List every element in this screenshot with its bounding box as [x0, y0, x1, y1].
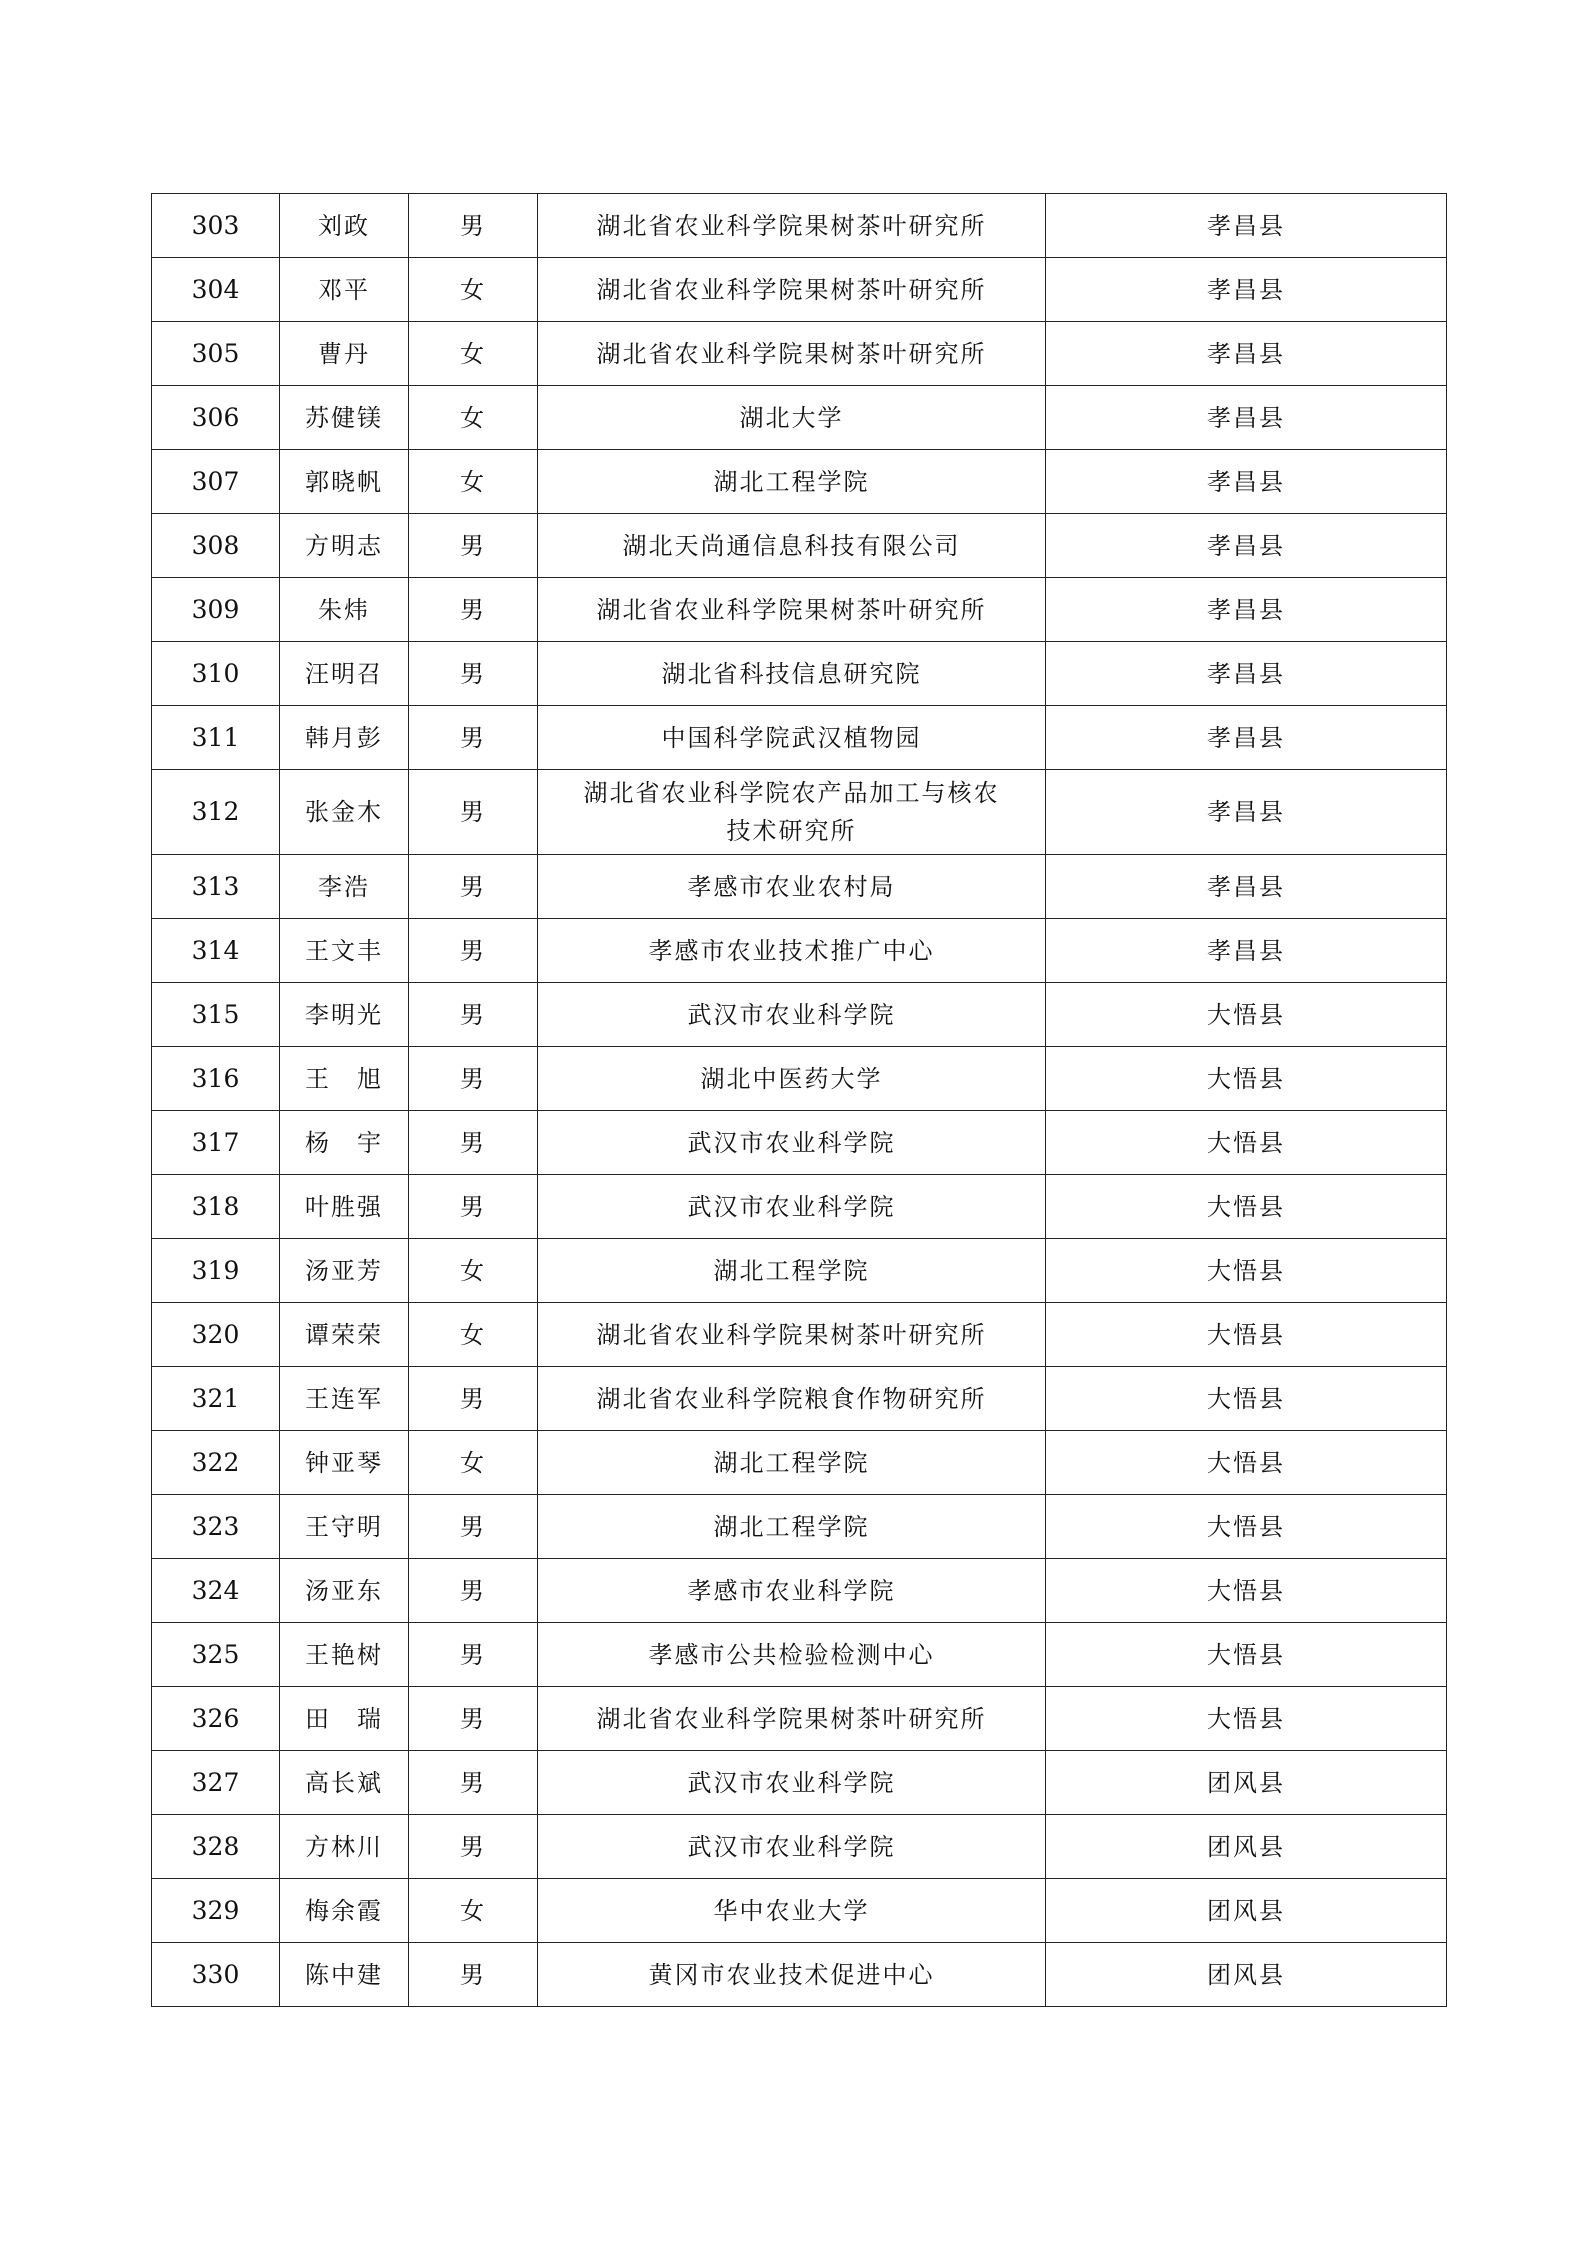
cell-number: 308 — [152, 514, 280, 578]
cell-name: 李浩 — [280, 855, 409, 919]
cell-number: 313 — [152, 855, 280, 919]
table-row — [152, 1495, 1447, 1559]
table-row — [152, 1751, 1447, 1815]
table-row — [152, 1175, 1447, 1239]
organization-text: 湖北省农业科学院果树茶叶研究所 — [596, 1704, 987, 1733]
cell-number: 314 — [152, 919, 280, 983]
cell-name: 韩月彭 — [280, 706, 409, 770]
cell-number: 326 — [152, 1687, 280, 1751]
cell-county: 大悟县 — [1046, 1111, 1447, 1175]
table-row — [152, 983, 1447, 1047]
cell-organization — [538, 1943, 1046, 2007]
cell-number: 321 — [152, 1367, 280, 1431]
organization-text: 湖北省农业科学院果树茶叶研究所 — [596, 275, 987, 304]
cell-number: 329 — [152, 1879, 280, 1943]
cell-organization — [538, 1815, 1046, 1879]
cell-organization — [538, 1623, 1046, 1687]
cell-gender: 男 — [409, 1815, 538, 1879]
cell-county: 孝昌县 — [1046, 258, 1447, 322]
cell-organization — [538, 1559, 1046, 1623]
cell-number: 316 — [152, 1047, 280, 1111]
organization-text: 湖北工程学院 — [713, 1256, 870, 1285]
cell-organization — [538, 1495, 1046, 1559]
cell-county: 大悟县 — [1046, 983, 1447, 1047]
table-row — [152, 1623, 1447, 1687]
cell-organization — [538, 578, 1046, 642]
organization-text: 湖北大学 — [739, 403, 844, 432]
table-row — [152, 919, 1447, 983]
cell-number: 311 — [152, 706, 280, 770]
cell-name: 方明志 — [280, 514, 409, 578]
organization-text: 湖北省农业科学院果树茶叶研究所 — [596, 595, 987, 624]
organization-text: 武汉市农业科学院 — [687, 1000, 896, 1029]
cell-organization — [538, 1239, 1046, 1303]
cell-gender: 男 — [409, 1559, 538, 1623]
cell-county: 孝昌县 — [1046, 386, 1447, 450]
cell-gender: 女 — [409, 322, 538, 386]
cell-organization — [538, 1431, 1046, 1495]
cell-name: 王艳树 — [280, 1623, 409, 1687]
cell-number: 317 — [152, 1111, 280, 1175]
cell-gender: 男 — [409, 855, 538, 919]
cell-gender: 女 — [409, 258, 538, 322]
organization-text: 湖北省农业科学院粮食作物研究所 — [596, 1384, 987, 1413]
cell-number: 307 — [152, 450, 280, 514]
table-row — [152, 1687, 1447, 1751]
cell-gender: 男 — [409, 1111, 538, 1175]
cell-name: 杨 宇 — [280, 1111, 409, 1175]
organization-text: 孝感市农业技术推广中心 — [648, 936, 935, 965]
cell-number: 304 — [152, 258, 280, 322]
cell-name: 张金木 — [280, 770, 409, 855]
cell-name: 苏健镁 — [280, 386, 409, 450]
cell-gender: 女 — [409, 1879, 538, 1943]
cell-gender: 男 — [409, 1943, 538, 2007]
cell-gender: 男 — [409, 706, 538, 770]
cell-name: 王连军 — [280, 1367, 409, 1431]
cell-county: 团风县 — [1046, 1815, 1447, 1879]
cell-organization — [538, 386, 1046, 450]
cell-name: 高长斌 — [280, 1751, 409, 1815]
cell-name: 王 旭 — [280, 1047, 409, 1111]
cell-county: 孝昌县 — [1046, 450, 1447, 514]
cell-county: 孝昌县 — [1046, 855, 1447, 919]
cell-county: 大悟县 — [1046, 1367, 1447, 1431]
cell-name: 王文丰 — [280, 919, 409, 983]
cell-organization — [538, 642, 1046, 706]
cell-number: 312 — [152, 770, 280, 855]
cell-organization — [538, 1687, 1046, 1751]
cell-gender: 女 — [409, 386, 538, 450]
table-row — [152, 386, 1447, 450]
cell-organization — [538, 1175, 1046, 1239]
cell-gender: 男 — [409, 514, 538, 578]
cell-number: 306 — [152, 386, 280, 450]
cell-organization — [538, 194, 1046, 258]
cell-number: 328 — [152, 1815, 280, 1879]
cell-name: 钟亚琴 — [280, 1431, 409, 1495]
cell-name: 叶胜强 — [280, 1175, 409, 1239]
cell-gender: 男 — [409, 1687, 538, 1751]
cell-number: 322 — [152, 1431, 280, 1495]
organization-text: 武汉市农业科学院 — [687, 1192, 896, 1221]
table-row — [152, 1943, 1447, 2007]
cell-number: 325 — [152, 1623, 280, 1687]
cell-gender: 女 — [409, 1239, 538, 1303]
cell-organization — [538, 450, 1046, 514]
table-row — [152, 642, 1447, 706]
cell-gender: 男 — [409, 642, 538, 706]
cell-organization — [538, 770, 1046, 855]
cell-county: 大悟县 — [1046, 1559, 1447, 1623]
cell-organization — [538, 258, 1046, 322]
table-row — [152, 1111, 1447, 1175]
cell-name: 汤亚芳 — [280, 1239, 409, 1303]
cell-name: 王守明 — [280, 1495, 409, 1559]
cell-name: 汤亚东 — [280, 1559, 409, 1623]
cell-gender: 男 — [409, 1047, 538, 1111]
table-row — [152, 194, 1447, 258]
organization-text: 武汉市农业科学院 — [687, 1768, 896, 1797]
organization-text: 湖北省农业科学院果树茶叶研究所 — [596, 339, 987, 368]
cell-county: 孝昌县 — [1046, 642, 1447, 706]
cell-gender: 男 — [409, 1495, 538, 1559]
cell-county: 孝昌县 — [1046, 578, 1447, 642]
cell-number: 319 — [152, 1239, 280, 1303]
cell-county: 大悟县 — [1046, 1687, 1447, 1751]
cell-county: 孝昌县 — [1046, 770, 1447, 855]
cell-gender: 男 — [409, 1367, 538, 1431]
cell-name: 郭晓帆 — [280, 450, 409, 514]
table-row — [152, 578, 1447, 642]
cell-number: 323 — [152, 1495, 280, 1559]
cell-gender: 男 — [409, 919, 538, 983]
cell-gender: 男 — [409, 194, 538, 258]
table-row — [152, 1239, 1447, 1303]
cell-organization — [538, 1111, 1046, 1175]
table-row — [152, 1367, 1447, 1431]
cell-number: 305 — [152, 322, 280, 386]
cell-name: 谭荣荣 — [280, 1303, 409, 1367]
organization-text: 湖北工程学院 — [713, 1448, 870, 1477]
cell-organization — [538, 514, 1046, 578]
organization-text: 湖北工程学院 — [713, 1512, 870, 1541]
cell-county: 大悟县 — [1046, 1431, 1447, 1495]
cell-gender: 女 — [409, 1431, 538, 1495]
organization-text: 湖北省科技信息研究院 — [661, 659, 922, 688]
table-row — [152, 1303, 1447, 1367]
cell-county: 团风县 — [1046, 1879, 1447, 1943]
cell-name: 邓平 — [280, 258, 409, 322]
table-row — [152, 770, 1447, 855]
roster-table-body — [152, 194, 1447, 2007]
organization-text: 湖北中医药大学 — [700, 1064, 883, 1093]
cell-organization — [538, 1047, 1046, 1111]
organization-text: 黄冈市农业技术促进中心 — [648, 1960, 935, 1989]
organization-text: 武汉市农业科学院 — [687, 1832, 896, 1861]
cell-gender: 男 — [409, 983, 538, 1047]
organization-text: 武汉市农业科学院 — [687, 1128, 896, 1157]
organization-text: 孝感市农业科学院 — [687, 1576, 896, 1605]
cell-number: 324 — [152, 1559, 280, 1623]
cell-gender: 男 — [409, 1623, 538, 1687]
cell-number: 318 — [152, 1175, 280, 1239]
cell-organization — [538, 1367, 1046, 1431]
table-row — [152, 450, 1447, 514]
cell-county: 大悟县 — [1046, 1047, 1447, 1111]
cell-gender: 男 — [409, 1751, 538, 1815]
cell-number: 327 — [152, 1751, 280, 1815]
cell-county: 大悟县 — [1046, 1495, 1447, 1559]
table-row — [152, 1879, 1447, 1943]
organization-text: 湖北工程学院 — [713, 467, 870, 496]
cell-organization — [538, 1751, 1046, 1815]
cell-name: 汪明召 — [280, 642, 409, 706]
cell-county: 大悟县 — [1046, 1239, 1447, 1303]
cell-organization — [538, 919, 1046, 983]
cell-county: 团风县 — [1046, 1751, 1447, 1815]
cell-county: 大悟县 — [1046, 1623, 1447, 1687]
cell-county: 孝昌县 — [1046, 706, 1447, 770]
cell-name: 朱炜 — [280, 578, 409, 642]
table-row — [152, 855, 1447, 919]
organization-text: 湖北省农业科学院农产品加工与核农技术研究所 — [583, 779, 1000, 845]
table-row — [152, 1815, 1447, 1879]
organization-text: 孝感市农业农村局 — [687, 872, 896, 901]
cell-number: 309 — [152, 578, 280, 642]
table-row — [152, 1559, 1447, 1623]
organization-text: 中国科学院武汉植物园 — [661, 723, 922, 752]
cell-name: 陈中建 — [280, 1943, 409, 2007]
table-row — [152, 514, 1447, 578]
organization-text: 华中农业大学 — [713, 1896, 870, 1925]
cell-county: 孝昌县 — [1046, 194, 1447, 258]
cell-gender: 男 — [409, 578, 538, 642]
cell-gender: 女 — [409, 450, 538, 514]
roster-table — [151, 193, 1447, 2007]
table-row — [152, 258, 1447, 322]
cell-county: 孝昌县 — [1046, 322, 1447, 386]
cell-gender: 男 — [409, 1175, 538, 1239]
cell-county: 孝昌县 — [1046, 919, 1447, 983]
cell-name: 刘政 — [280, 194, 409, 258]
cell-organization — [538, 1303, 1046, 1367]
cell-name: 梅余霞 — [280, 1879, 409, 1943]
cell-name: 李明光 — [280, 983, 409, 1047]
organization-text: 湖北天尚通信息科技有限公司 — [622, 531, 961, 560]
cell-name: 曹丹 — [280, 322, 409, 386]
cell-county: 大悟县 — [1046, 1303, 1447, 1367]
cell-gender: 女 — [409, 1303, 538, 1367]
table-row — [152, 1431, 1447, 1495]
table-row — [152, 1047, 1447, 1111]
cell-county: 大悟县 — [1046, 1175, 1447, 1239]
cell-organization — [538, 322, 1046, 386]
cell-number: 315 — [152, 983, 280, 1047]
cell-gender: 男 — [409, 770, 538, 855]
cell-county: 孝昌县 — [1046, 514, 1447, 578]
cell-organization — [538, 983, 1046, 1047]
cell-name: 田 瑞 — [280, 1687, 409, 1751]
cell-name: 方林川 — [280, 1815, 409, 1879]
table-row — [152, 706, 1447, 770]
cell-number: 310 — [152, 642, 280, 706]
cell-organization — [538, 855, 1046, 919]
cell-organization — [538, 1879, 1046, 1943]
organization-text: 孝感市公共检验检测中心 — [648, 1640, 935, 1669]
table-row — [152, 322, 1447, 386]
cell-organization — [538, 706, 1046, 770]
cell-county: 团风县 — [1046, 1943, 1447, 2007]
cell-number: 320 — [152, 1303, 280, 1367]
organization-text: 湖北省农业科学院果树茶叶研究所 — [596, 211, 987, 240]
cell-number: 330 — [152, 1943, 280, 2007]
cell-number: 303 — [152, 194, 280, 258]
organization-text: 湖北省农业科学院果树茶叶研究所 — [596, 1320, 987, 1349]
